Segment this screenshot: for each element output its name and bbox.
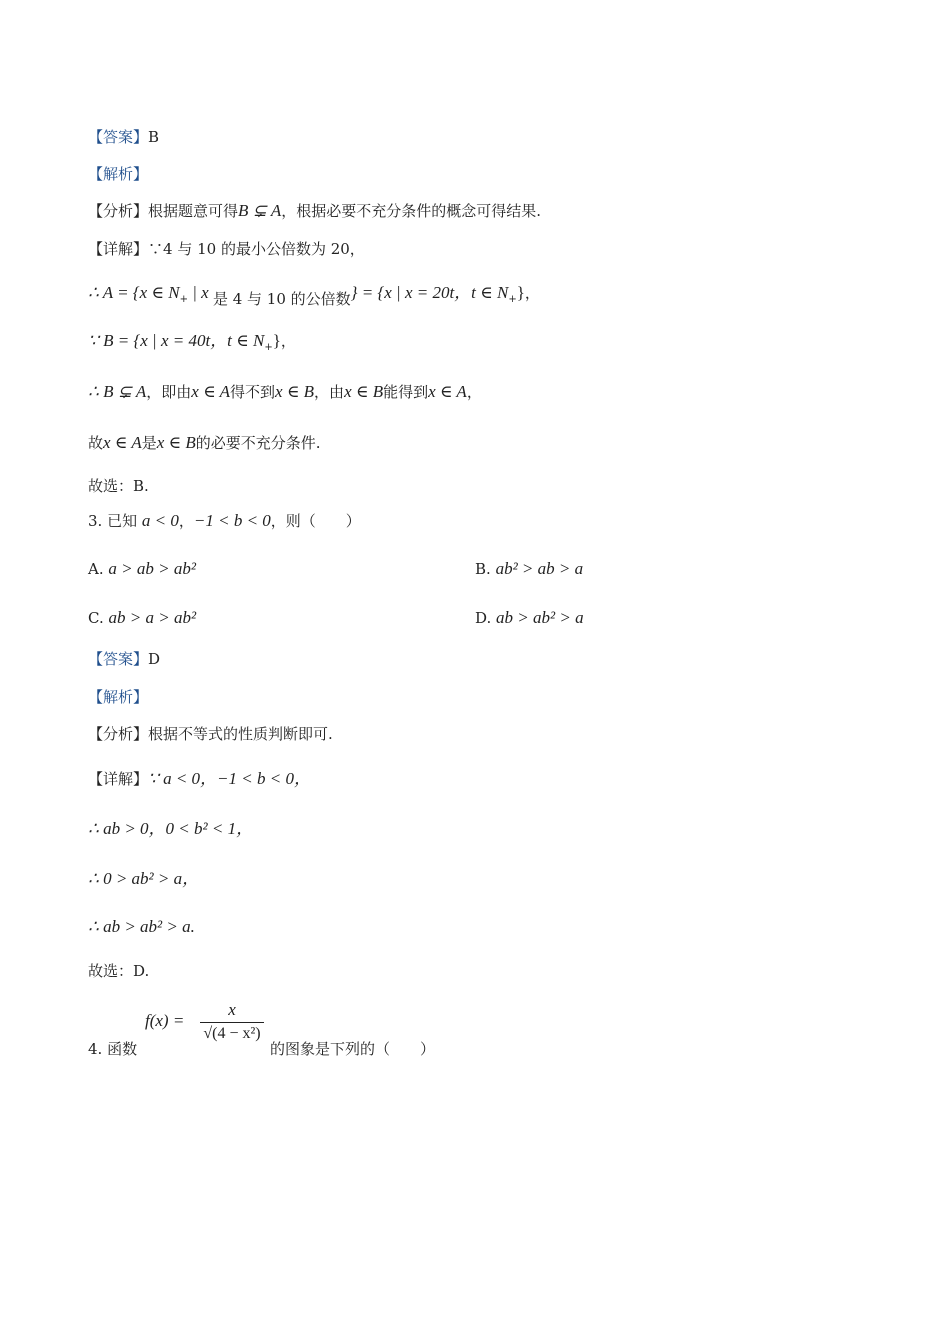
q2-conclusion-line (88, 432, 321, 454)
q3-stem-pre: 3. 已知 (88, 512, 138, 530)
conclusion-text-1: 故 (88, 434, 104, 452)
fenxi-tag: 【分析】 (88, 725, 149, 743)
q3-stem (88, 510, 361, 532)
q4-fraction (200, 1000, 264, 1043)
answer-value: D (148, 650, 161, 668)
subset-math-2: x ∈ A (191, 382, 231, 401)
option-label: D. (475, 609, 492, 627)
set-a-post: } = {x | x = 20t，t ∈ N (350, 283, 509, 302)
fenxi-text-post: ，根据必要不充分条件的概念可得结果. (281, 202, 542, 220)
detail-text: ∵4 与 10 的最小公倍数为 20， (148, 240, 365, 258)
q3-stem-post: ，则（ ） (270, 512, 361, 530)
q3-option-b (475, 558, 583, 580)
conclusion-math-1: x ∈ A (103, 433, 142, 452)
answer-tag: 【答案】 (88, 650, 149, 668)
option-label: B. (475, 560, 491, 578)
subset-math-5: x ∈ A (428, 382, 467, 401)
set-a-pre: ∴ A = {x ∈ N (88, 283, 180, 302)
option-text: ab > ab² > a (496, 608, 584, 627)
subset-math-3: x ∈ B (275, 382, 315, 401)
detail-tag: 【详解】 (88, 240, 149, 258)
answer-tag: 【答案】 (88, 128, 149, 146)
q4-stem-pre: 4. 函数 (88, 1040, 138, 1058)
q2-set-a-line: ∴ A = {x ∈ $N_+$ | x 是 4 与 10 的公倍数} = {x | x = 20t，t ∈ $N_+$}， (88, 283, 540, 308)
option-label: C. (88, 609, 104, 627)
q3-option-d (475, 607, 584, 629)
q3-analysis-tag: 【解析】 (88, 688, 149, 706)
fenxi-tag: 【分析】 (88, 202, 149, 220)
subset-math-4: x ∈ B (344, 382, 384, 401)
conclusion-math-2: x ∈ B (156, 433, 196, 452)
detail-math: ∵ a < 0，−1 < b < 0， (148, 769, 311, 788)
q3-step-3: ∴ ab > ab² > a. (88, 917, 195, 936)
subset-text-4: 能得到 (383, 383, 429, 401)
option-text: ab > a > ab² (108, 608, 197, 627)
q2-choose-line: 故选：B. (88, 477, 149, 495)
q2-fenxi-line (88, 200, 541, 222)
answer-value: B (148, 128, 160, 146)
option-label: A. (88, 560, 104, 578)
fenxi-text-pre: 根据题意可得 (148, 202, 239, 220)
fraction-denominator: √(4 − x²) (203, 1025, 261, 1042)
q2-answer-line (88, 126, 159, 148)
fraction-numerator: x (200, 1000, 264, 1023)
q4-stem-post: 的图象是下列的（ ） (270, 1040, 436, 1058)
option-text: ab² > ab > a (495, 559, 584, 578)
fenxi-text: 根据不等式的性质判断即可. (148, 725, 333, 743)
subset-math: ∴ B ⊊ A (88, 382, 147, 401)
q3-step-2: ∴ 0 > ab² > a， (88, 869, 200, 888)
q3-option-a (88, 558, 196, 580)
q2-analysis-tag: 【解析】 (88, 165, 149, 183)
conclusion-text-3: 的必要不充分条件. (195, 434, 321, 452)
q3-answer-line (88, 648, 160, 670)
subset-text-1: ，即由 (146, 383, 192, 401)
subset-text-2: 得不到 (230, 383, 276, 401)
q3-option-c (88, 607, 196, 629)
q3-choose-line: 故选：D. (88, 962, 150, 980)
q2-set-b-line: ∵ B = {x | x = 40t，t ∈ $N_+$}， (88, 331, 296, 353)
q2-subset-line (88, 381, 482, 403)
subset-text-5: ， (466, 383, 482, 401)
subset-text-3: ，由 (314, 383, 345, 401)
option-text: a > ab > ab² (108, 559, 196, 578)
conclusion-text-2: 是 (141, 434, 157, 452)
q4-fx: f(x) = (145, 1011, 185, 1030)
q2-detail-line (88, 238, 365, 260)
q3-step-1: ∴ ab > 0，0 < b² < 1， (88, 819, 254, 838)
q3-stem-math-2: −1 < b < 0 (193, 511, 271, 530)
set-a-mid: 是 4 与 10 的公倍数 (212, 290, 351, 308)
q3-stem-mid: ， (178, 512, 194, 530)
detail-tag: 【详解】 (88, 770, 149, 788)
q3-fenxi-line (88, 723, 333, 745)
q3-detail-line (88, 768, 311, 790)
fenxi-math: B ⊊ A (238, 201, 282, 220)
q3-stem-math-1: a < 0 (141, 511, 179, 530)
set-b: ∵ B = {x | x = 40t，t ∈ N (88, 331, 265, 350)
